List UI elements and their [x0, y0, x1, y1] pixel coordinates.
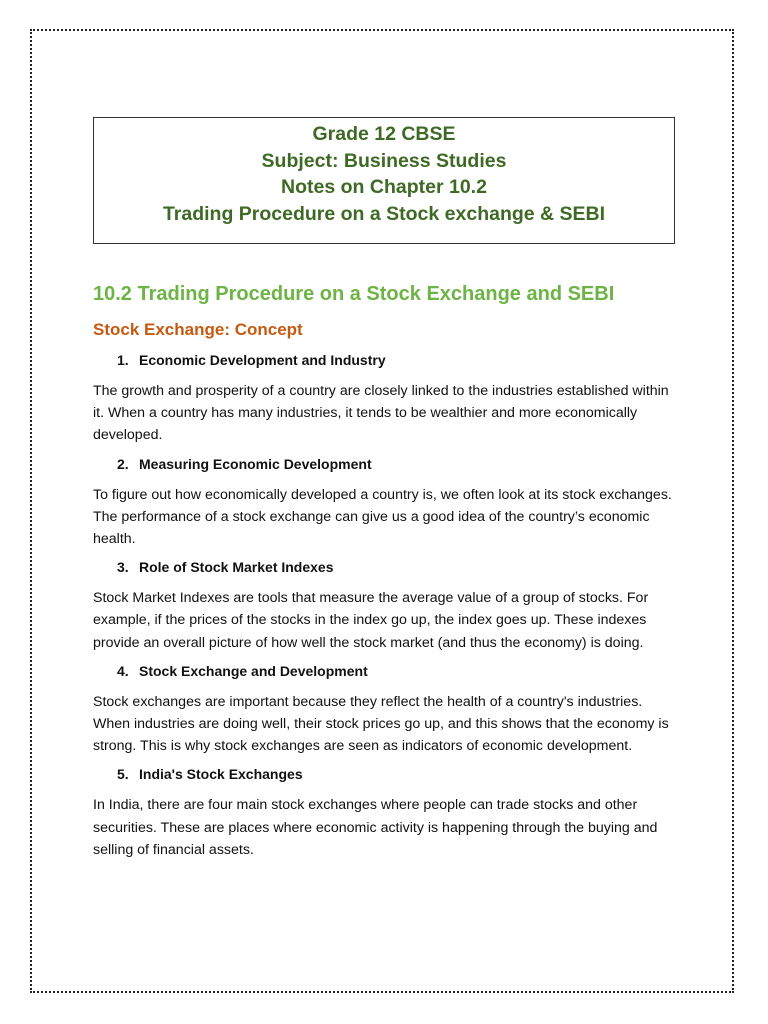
list-item: [93, 661, 683, 758]
list-item: [93, 557, 683, 654]
item-number: 5.: [117, 766, 129, 783]
item-paragraph: To figure out how economically developed a country is, we often look at its stock exchanges. The performance of a stock exchange can give us a good idea of the country’s economic health.: [93, 486, 672, 548]
item-heading: [93, 764, 683, 784]
item-heading: [93, 557, 683, 577]
item-heading: [93, 350, 683, 370]
section-heading: 10.2 Trading Procedure on a Stock Exchange and SEBI: [93, 283, 615, 305]
sub-heading: Stock Exchange: Concept: [93, 320, 303, 339]
item-paragraph: The growth and prosperity of a country are closely linked to the industries established within it. When a country has many industries, it tends to be wealthier and more economically developed.: [93, 383, 669, 444]
item-heading-text: Economic Development and Industry: [139, 352, 386, 368]
title-box: [93, 117, 675, 244]
item-heading-text: Stock Exchange and Development: [139, 662, 368, 679]
item-paragraph: Stock exchanges are important because they reflect the health of a country's industries. When industries are doing well, their stock prices go up, and this shows that the economy is strong. This is why stock exchanges are seen as indicators of economic development.: [93, 693, 669, 755]
title-grade: Grade 12 CBSE: [312, 123, 456, 145]
item-paragraph: Stock Market Indexes are tools that measure the average value of a group of stocks. For example, if the prices of the stocks in the index go up, the index goes up. These indexes provide an overall picture of how well the stock market (and thus the economy) is doing.: [93, 590, 649, 651]
list-item: [93, 764, 683, 861]
title-chapter: Notes on Chapter 10.2: [281, 176, 487, 199]
item-number: 3.: [117, 559, 129, 576]
list-item: [93, 350, 683, 447]
item-heading-text: Role of Stock Market Indexes: [139, 559, 334, 576]
document-content: [93, 280, 683, 868]
item-heading: [93, 661, 683, 681]
title-topic: Trading Procedure on a Stock exchange & SEBI: [162, 202, 606, 225]
item-number: 2.: [117, 455, 129, 472]
item-heading: [93, 454, 683, 474]
list-item: [93, 454, 683, 551]
title-subject: Subject: Business Studies: [261, 149, 507, 172]
item-number: 1.: [117, 352, 129, 368]
item-heading-text: India's Stock Exchanges: [139, 766, 303, 783]
item-heading-text: Measuring Economic Development: [139, 455, 372, 472]
item-number: 4.: [117, 662, 129, 679]
item-paragraph: In India, there are four main stock exchanges where people can trade stocks and other securities. These are places where economic activity is happening through the buying and selling of financial assets.: [93, 797, 658, 858]
